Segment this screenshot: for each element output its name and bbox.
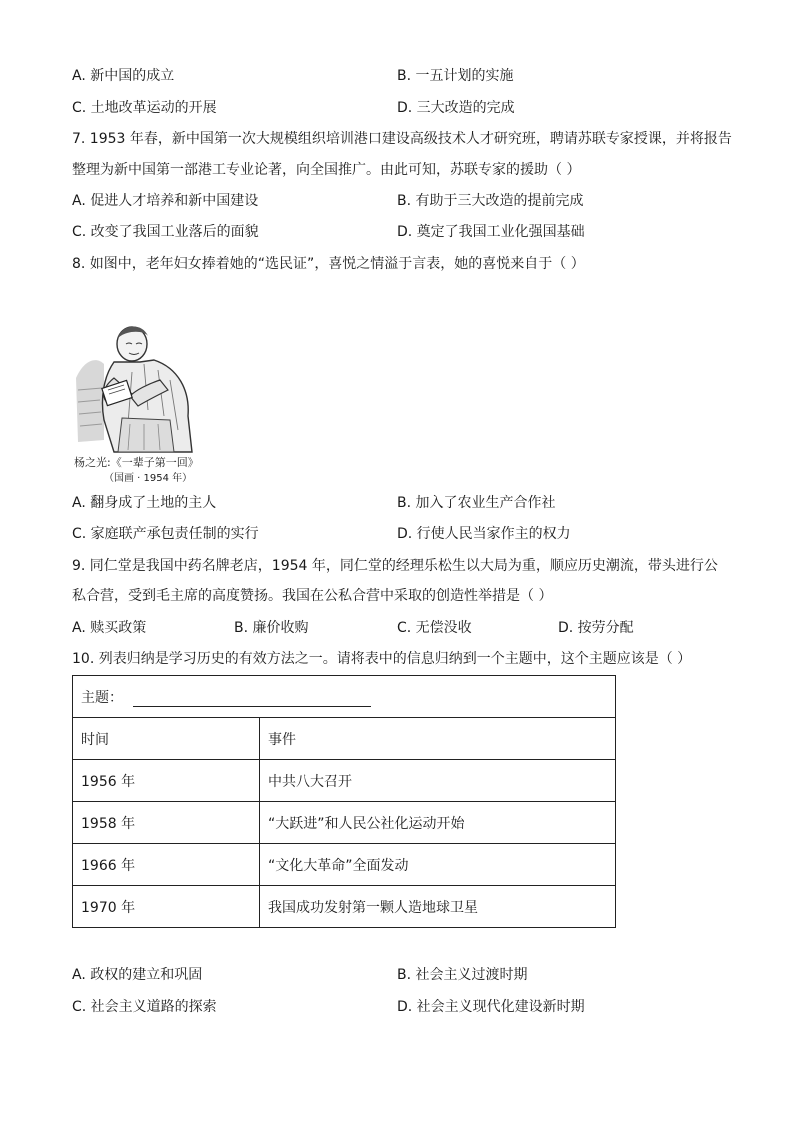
theme-cell: [73, 676, 616, 718]
row-event: “文化大革命”全面发动: [260, 844, 616, 886]
q6-option-b: B. 一五计划的实施: [397, 68, 514, 84]
elderly-woman-voter-card-illustration: [74, 320, 200, 454]
q7-option-b: B. 有助于三大改造的提前完成: [397, 193, 584, 209]
q8-option-b: B. 加入了农业生产合作社: [397, 495, 556, 511]
header-time: 时间: [73, 718, 260, 760]
table-row: [73, 760, 616, 802]
q6-option-a: A. 新中国的成立: [72, 68, 175, 84]
table-row: [73, 802, 616, 844]
q10-option-a: A. 政权的建立和巩固: [72, 967, 203, 983]
row-event: 我国成功发射第一颗人造地球卫星: [260, 886, 616, 928]
theme-blank-line: [133, 692, 371, 707]
header-event: 事件: [260, 718, 616, 760]
row-year: 1970 年: [73, 886, 260, 928]
q7-stem-line2: 整理为新中国第一部港工专业论著，向全国推广。由此可知，苏联专家的援助（ ）: [72, 162, 581, 178]
q9-option-b: B. 廉价收购: [234, 620, 309, 636]
row-year: 1966 年: [73, 844, 260, 886]
q6-option-c: C. 土地改革运动的开展: [72, 100, 217, 116]
figure-caption: 杨之光:《一辈子第一回》: [74, 456, 199, 469]
q7-option-c: C. 改变了我国工业落后的面貌: [72, 224, 259, 240]
q9-option-c: C. 无偿没收: [397, 620, 472, 636]
q7-stem-line1: 7. 1953 年春，新中国第一次大规模组织培训港口建设高级技术人才研究班，聘请苏联专家授课，并将报告: [72, 131, 732, 147]
q8-option-d: D. 行使人民当家作主的权力: [397, 526, 571, 542]
q9-option-d: D. 按劳分配: [558, 620, 634, 636]
table-header-row: [73, 718, 616, 760]
q8-stem: 8. 如图中，老年妇女捧着她的“选民证”，喜悦之情溢于言表，她的喜悦来自于（ ）: [72, 256, 585, 272]
figure-subcaption: （国画 · 1954 年）: [104, 473, 193, 484]
theme-label: 主题：: [81, 689, 123, 706]
q10-option-b: B. 社会主义过渡时期: [397, 967, 528, 983]
q9-option-a: A. 赎买政策: [72, 620, 147, 636]
summary-table: [72, 675, 616, 928]
q10-option-c: C. 社会主义道路的探索: [72, 999, 217, 1015]
row-year: 1956 年: [73, 760, 260, 802]
q9-stem-line2: 私合营，受到毛主席的高度赞扬。我国在公私合营中采取的创造性举措是（ ）: [72, 588, 553, 604]
q10-option-d: D. 社会主义现代化建设新时期: [397, 999, 585, 1015]
q7-option-d: D. 奠定了我国工业化强国基础: [397, 224, 585, 240]
table-row: [73, 844, 616, 886]
q7-option-a: A. 促进人才培养和新中国建设: [72, 193, 259, 209]
q10-stem: 10. 列表归纳是学习历史的有效方法之一。请将表中的信息归纳到一个主题中，这个主题应该是（ ）: [72, 651, 692, 667]
q8-option-c: C. 家庭联产承包责任制的实行: [72, 526, 259, 542]
row-year: 1958 年: [73, 802, 260, 844]
row-event: 中共八大召开: [260, 760, 616, 802]
row-event: “大跃进”和人民公社化运动开始: [260, 802, 616, 844]
q6-option-d: D. 三大改造的完成: [397, 100, 515, 116]
q9-stem-line1: 9. 同仁堂是我国中药名牌老店，1954 年，同仁堂的经理乐松生以大局为重，顺应历史潮流，带头进行公: [72, 558, 718, 574]
table-row: [73, 886, 616, 928]
q8-option-a: A. 翻身成了土地的主人: [72, 495, 217, 511]
table-theme-row: [73, 676, 616, 718]
